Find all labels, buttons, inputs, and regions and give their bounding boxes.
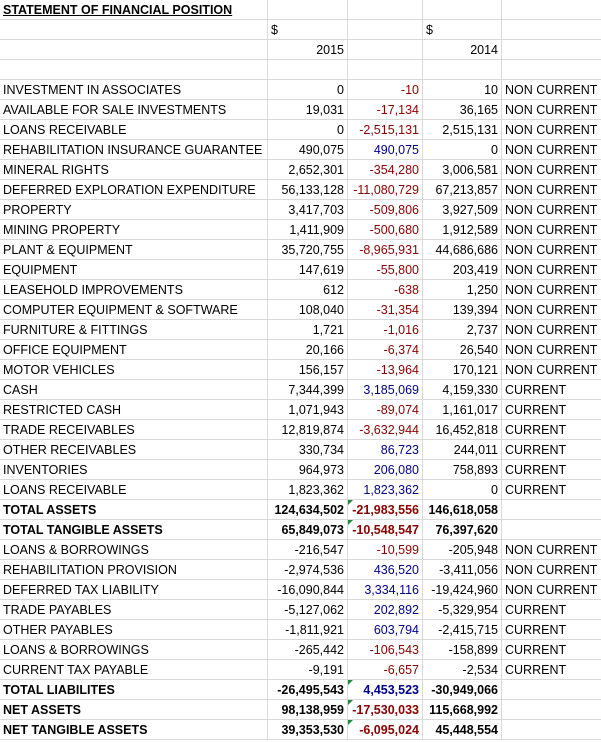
value-2015[interactable]: 65,849,073 [268,520,348,540]
value-2015[interactable]: 0 [268,80,348,100]
value-2014[interactable]: -5,329,954 [423,600,502,620]
table-row [0,560,601,580]
row-label[interactable]: LOANS & BORROWINGS [0,640,268,660]
change-value[interactable]: -1,016 [348,320,423,340]
table-row [0,500,601,520]
classification[interactable]: CURRENT [502,600,601,620]
value-2014[interactable]: 0 [423,480,502,500]
value-2015[interactable]: 1,721 [268,320,348,340]
value-2014[interactable]: 115,668,992 [423,700,502,720]
classification[interactable]: NON CURRENT [502,280,601,300]
currency-2014[interactable]: $ [423,20,502,40]
year-row [0,40,601,60]
empty-cell[interactable] [502,0,601,20]
value-2015[interactable]: -216,547 [268,540,348,560]
table-row [0,360,601,380]
table-row [0,240,601,260]
table-row [0,80,601,100]
value-2014[interactable]: -3,411,056 [423,560,502,580]
value-2015[interactable]: 124,634,502 [268,500,348,520]
change-value[interactable]: -10 [348,80,423,100]
table-row [0,320,601,340]
empty-cell[interactable] [423,0,502,20]
table-row [0,200,601,220]
value-2015[interactable]: 156,157 [268,360,348,380]
classification[interactable]: CURRENT [502,620,601,640]
value-2014[interactable]: -30,949,066 [423,680,502,700]
value-2015[interactable]: 2,652,301 [268,160,348,180]
classification[interactable]: NON CURRENT [502,300,601,320]
change-value[interactable]: -6,374 [348,340,423,360]
change-value[interactable]: -31,354 [348,300,423,320]
change-value[interactable]: -500,680 [348,220,423,240]
row-label[interactable]: INVESTMENT IN ASSOCIATES [0,80,268,100]
row-label[interactable]: AVAILABLE FOR SALE INVESTMENTS [0,100,268,120]
table-row [0,280,601,300]
empty-cell[interactable] [348,40,423,60]
empty-cell[interactable] [348,20,423,40]
row-label[interactable]: REHABILITATION PROVISION [0,560,268,580]
row-label[interactable]: MINERAL RIGHTS [0,160,268,180]
value-2015[interactable]: -9,191 [268,660,348,680]
row-label[interactable]: RESTRICTED CASH [0,400,268,420]
value-2015[interactable]: 147,619 [268,260,348,280]
value-2014[interactable]: 170,121 [423,360,502,380]
change-value[interactable]: -638 [348,280,423,300]
row-label[interactable]: DEFERRED EXPLORATION EXPENDITURE [0,180,268,200]
value-2015[interactable]: 56,133,128 [268,180,348,200]
table-row [0,460,601,480]
classification[interactable] [502,700,601,720]
value-2015[interactable]: 39,353,530 [268,720,348,740]
value-2015[interactable]: 0 [268,120,348,140]
table-row [0,480,601,500]
change-value[interactable]: -8,965,931 [348,240,423,260]
classification[interactable]: NON CURRENT [502,560,601,580]
value-2015[interactable]: 1,823,362 [268,480,348,500]
classification[interactable]: NON CURRENT [502,260,601,280]
value-2014[interactable]: 16,452,818 [423,420,502,440]
classification[interactable]: NON CURRENT [502,360,601,380]
value-2014[interactable]: 2,737 [423,320,502,340]
value-2015[interactable]: 98,138,959 [268,700,348,720]
row-label[interactable]: OTHER RECEIVABLES [0,440,268,460]
table-row [0,700,601,720]
classification[interactable]: CURRENT [502,460,601,480]
row-label[interactable]: NET ASSETS [0,700,268,720]
row-label[interactable]: TRADE PAYABLES [0,600,268,620]
change-value[interactable]: -509,806 [348,200,423,220]
change-value[interactable]: -10,599 [348,540,423,560]
table-row [0,620,601,640]
value-2015[interactable]: 35,720,755 [268,240,348,260]
empty-cell[interactable] [502,40,601,60]
value-2015[interactable]: -1,811,921 [268,620,348,640]
change-value[interactable]: -21,983,556 [348,500,423,520]
change-value[interactable]: -17,134 [348,100,423,120]
empty-cell[interactable] [0,40,268,60]
change-value[interactable]: -354,280 [348,160,423,180]
row-label[interactable]: LOANS & BORROWINGS [0,540,268,560]
value-2015[interactable]: 490,075 [268,140,348,160]
row-label[interactable]: CASH [0,380,268,400]
classification[interactable]: CURRENT [502,640,601,660]
change-value[interactable]: 3,185,069 [348,380,423,400]
table-row [0,180,601,200]
empty-cell[interactable] [423,60,502,80]
classification[interactable] [502,500,601,520]
classification[interactable]: CURRENT [502,660,601,680]
row-label[interactable]: TOTAL ASSETS [0,500,268,520]
row-label[interactable]: OFFICE EQUIPMENT [0,340,268,360]
classification[interactable]: NON CURRENT [502,120,601,140]
classification[interactable]: NON CURRENT [502,220,601,240]
empty-cell[interactable] [502,20,601,40]
value-2014[interactable]: 76,397,620 [423,520,502,540]
value-2015[interactable]: 1,071,943 [268,400,348,420]
value-2015[interactable]: -26,495,543 [268,680,348,700]
row-label[interactable]: OTHER PAYABLES [0,620,268,640]
value-2014[interactable]: 1,250 [423,280,502,300]
table-row [0,440,601,460]
value-2014[interactable]: 44,686,686 [423,240,502,260]
value-2014[interactable]: 67,213,857 [423,180,502,200]
classification[interactable]: NON CURRENT [502,140,601,160]
row-label[interactable]: LEASEHOLD IMPROVEMENTS [0,280,268,300]
change-value[interactable]: -3,632,944 [348,420,423,440]
change-value[interactable]: 490,075 [348,140,423,160]
table-row [0,400,601,420]
table-row [0,140,601,160]
change-value[interactable]: 436,520 [348,560,423,580]
change-value[interactable]: 3,334,116 [348,580,423,600]
value-2014[interactable]: 244,011 [423,440,502,460]
table-row [0,100,601,120]
classification[interactable]: NON CURRENT [502,320,601,340]
row-label[interactable]: TOTAL LIABILITES [0,680,268,700]
empty-cell[interactable] [268,0,348,20]
value-2014[interactable]: -2,534 [423,660,502,680]
value-2014[interactable]: 45,448,554 [423,720,502,740]
classification[interactable]: NON CURRENT [502,580,601,600]
classification[interactable]: NON CURRENT [502,100,601,120]
classification[interactable]: NON CURRENT [502,160,601,180]
value-2014[interactable]: 3,006,581 [423,160,502,180]
classification[interactable]: NON CURRENT [502,180,601,200]
change-value[interactable]: -11,080,729 [348,180,423,200]
classification[interactable]: CURRENT [502,400,601,420]
value-2014[interactable]: 758,893 [423,460,502,480]
classification[interactable]: CURRENT [502,420,601,440]
value-2015[interactable]: 20,166 [268,340,348,360]
value-2014[interactable]: 0 [423,140,502,160]
row-label[interactable]: LOANS RECEIVABLE [0,480,268,500]
classification[interactable]: CURRENT [502,380,601,400]
value-2014[interactable]: -19,424,960 [423,580,502,600]
value-2014[interactable]: -2,415,715 [423,620,502,640]
value-2015[interactable]: 19,031 [268,100,348,120]
table-row [0,300,601,320]
table-row [0,680,601,700]
currency-row [0,20,601,40]
year-2014[interactable]: 2014 [423,40,502,60]
table-row [0,260,601,280]
data-rows [0,80,601,740]
table-row [0,120,601,140]
value-2014[interactable]: 3,927,509 [423,200,502,220]
year-2015[interactable]: 2015 [268,40,348,60]
row-label[interactable]: MOTOR VEHICLES [0,360,268,380]
row-label[interactable]: PROPERTY [0,200,268,220]
table-row [0,720,601,740]
empty-cell[interactable] [348,60,423,80]
value-2015[interactable]: -2,974,536 [268,560,348,580]
empty-cell[interactable] [0,20,268,40]
classification[interactable]: NON CURRENT [502,240,601,260]
change-value[interactable]: -10,548,547 [348,520,423,540]
change-value[interactable]: 202,892 [348,600,423,620]
row-label[interactable]: COMPUTER EQUIPMENT & SOFTWARE [0,300,268,320]
table-row [0,160,601,180]
change-value[interactable]: -13,964 [348,360,423,380]
value-2014[interactable]: 203,419 [423,260,502,280]
value-2014[interactable]: 10 [423,80,502,100]
value-2015[interactable]: 3,417,703 [268,200,348,220]
value-2014[interactable]: 1,912,589 [423,220,502,240]
empty-cell[interactable] [0,60,268,80]
value-2014[interactable]: 146,618,058 [423,500,502,520]
empty-cell[interactable] [268,60,348,80]
table-row [0,600,601,620]
change-value[interactable]: -17,530,033 [348,700,423,720]
statement-title[interactable]: STATEMENT OF FINANCIAL POSITION [0,0,268,20]
value-2014[interactable]: -205,948 [423,540,502,560]
value-2015[interactable]: -265,442 [268,640,348,660]
classification[interactable] [502,680,601,700]
change-value[interactable]: -55,800 [348,260,423,280]
value-2014[interactable]: 36,165 [423,100,502,120]
title-row [0,0,601,20]
table-row [0,660,601,680]
value-2014[interactable]: 2,515,131 [423,120,502,140]
table-row [0,580,601,600]
classification[interactable]: NON CURRENT [502,540,601,560]
currency-2015[interactable]: $ [268,20,348,40]
row-label[interactable]: TOTAL TANGIBLE ASSETS [0,520,268,540]
blank-row [0,60,601,80]
change-value[interactable]: 4,453,523 [348,680,423,700]
table-row [0,420,601,440]
row-label[interactable]: REHABILITATION INSURANCE GUARANTEE [0,140,268,160]
value-2015[interactable]: 964,973 [268,460,348,480]
value-2014[interactable]: 26,540 [423,340,502,360]
classification[interactable]: CURRENT [502,480,601,500]
change-value[interactable]: -106,543 [348,640,423,660]
row-label[interactable]: CURRENT TAX PAYABLE [0,660,268,680]
value-2014[interactable]: 1,161,017 [423,400,502,420]
classification[interactable]: NON CURRENT [502,340,601,360]
table-row [0,540,601,560]
change-value[interactable]: -89,074 [348,400,423,420]
row-label[interactable]: FURNITURE & FITTINGS [0,320,268,340]
value-2014[interactable]: 139,394 [423,300,502,320]
classification[interactable]: NON CURRENT [502,80,601,100]
row-label[interactable]: NET TANGIBLE ASSETS [0,720,268,740]
table-row [0,340,601,360]
table-row [0,640,601,660]
row-label[interactable]: TRADE RECEIVABLES [0,420,268,440]
value-2015[interactable]: 7,344,399 [268,380,348,400]
change-value[interactable]: 1,823,362 [348,480,423,500]
value-2015[interactable]: 612 [268,280,348,300]
classification[interactable] [502,720,601,740]
row-label[interactable]: LOANS RECEIVABLE [0,120,268,140]
value-2015[interactable]: 108,040 [268,300,348,320]
row-label[interactable]: DEFERRED TAX LIABILITY [0,580,268,600]
value-2015[interactable]: 330,734 [268,440,348,460]
value-2014[interactable]: 4,159,330 [423,380,502,400]
table-row [0,220,601,240]
classification[interactable]: CURRENT [502,440,601,460]
value-2015[interactable]: -16,090,844 [268,580,348,600]
change-value[interactable]: -2,515,131 [348,120,423,140]
value-2015[interactable]: 1,411,909 [268,220,348,240]
table-row [0,380,601,400]
row-label[interactable]: MINING PROPERTY [0,220,268,240]
change-value[interactable]: 603,794 [348,620,423,640]
classification[interactable]: NON CURRENT [502,200,601,220]
empty-cell[interactable] [348,0,423,20]
change-value[interactable]: -6,095,024 [348,720,423,740]
classification[interactable] [502,520,601,540]
value-2015[interactable]: 12,819,874 [268,420,348,440]
row-label[interactable]: PLANT & EQUIPMENT [0,240,268,260]
value-2015[interactable]: -5,127,062 [268,600,348,620]
table-row [0,520,601,540]
empty-cell[interactable] [502,60,601,80]
change-value[interactable]: 86,723 [348,440,423,460]
row-label[interactable]: EQUIPMENT [0,260,268,280]
value-2014[interactable]: -158,899 [423,640,502,660]
change-value[interactable]: 206,080 [348,460,423,480]
change-value[interactable]: -6,657 [348,660,423,680]
row-label[interactable]: INVENTORIES [0,460,268,480]
